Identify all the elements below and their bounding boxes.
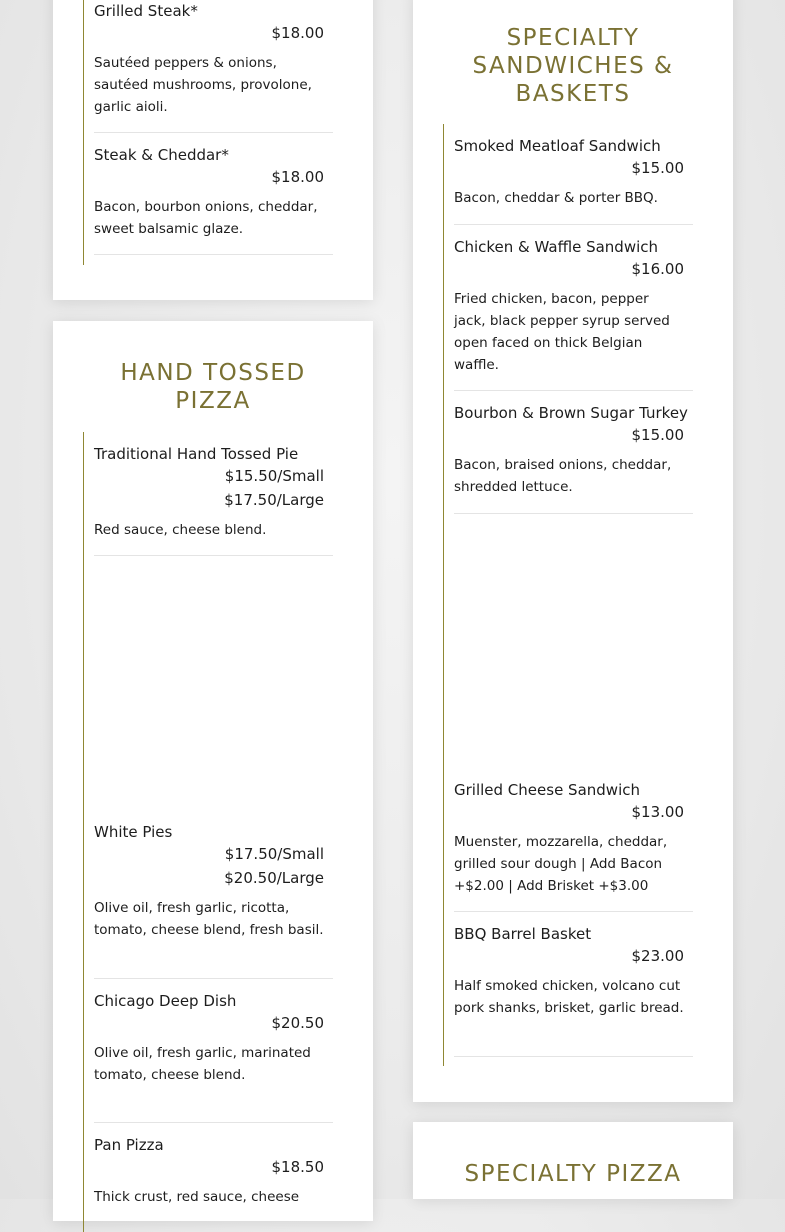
menu-item xyxy=(454,238,694,378)
section-title xyxy=(413,24,733,108)
item-price: $18.00 xyxy=(271,24,324,42)
menu-item xyxy=(94,2,334,122)
section-title-line: SANDWICHES & xyxy=(472,53,674,79)
item-name: Chicago Deep Dish xyxy=(94,992,237,1010)
item-description: Olive oil, fresh garlic, marinated tomato, cheese blend. xyxy=(94,1045,311,1083)
item-description: Sautéed peppers & onions, sautéed mushrooms, provolone, garlic aioli. xyxy=(94,55,312,115)
menu-item xyxy=(454,404,694,504)
hand-tossed-pizza-card xyxy=(53,321,373,1221)
accent-rule xyxy=(443,124,444,1066)
section-title-line: BASKETS xyxy=(515,81,631,107)
item-divider xyxy=(94,254,333,255)
item-price: $16.00 xyxy=(631,260,684,278)
item-description: Bacon, braised onions, cheddar, shredded lettuce. xyxy=(454,457,672,495)
item-name: Chicken & Waffle Sandwich xyxy=(454,238,659,256)
section-title-line: SPECIALTY xyxy=(506,25,640,51)
menu-item xyxy=(94,146,334,246)
menu-item xyxy=(454,781,694,901)
item-price-small: $15.50/Small xyxy=(224,467,324,485)
item-divider xyxy=(94,978,333,979)
item-description: Red sauce, cheese blend. xyxy=(94,522,267,538)
item-divider xyxy=(94,555,333,556)
item-description: Fried chicken, bacon, pepper jack, black pepper syrup served open faced on thick Belgian waffle. xyxy=(454,291,670,373)
menu-item xyxy=(454,925,694,1045)
section-title: SPECIALTY PIZZA xyxy=(464,1161,682,1187)
menu-item xyxy=(454,137,694,217)
section-title xyxy=(53,359,373,415)
item-name: Smoked Meatloaf Sandwich xyxy=(454,137,661,155)
specialty-sandwiches-card xyxy=(413,0,733,1102)
item-price: $18.00 xyxy=(271,168,324,186)
item-price: $23.00 xyxy=(631,947,684,965)
item-divider xyxy=(454,224,693,225)
section-title-line: HAND TOSSED xyxy=(120,360,306,386)
item-price: $20.50 xyxy=(271,1014,324,1032)
item-divider xyxy=(454,513,693,514)
item-price: $15.00 xyxy=(631,426,684,444)
item-name: Grilled Steak* xyxy=(94,2,198,20)
accent-rule xyxy=(83,0,84,265)
item-price: $15.00 xyxy=(631,159,684,177)
specialty-pizza-card xyxy=(413,1122,733,1199)
item-name: Traditional Hand Tossed Pie xyxy=(94,445,299,463)
item-price-small: $17.50/Small xyxy=(224,845,324,863)
item-name: BBQ Barrel Basket xyxy=(454,925,592,943)
item-price: $18.50 xyxy=(271,1158,324,1176)
item-name: Grilled Cheese Sandwich xyxy=(454,781,640,799)
item-divider xyxy=(94,132,333,133)
item-description: Bacon, bourbon onions, cheddar, sweet balsamic glaze. xyxy=(94,199,318,237)
item-name: Bourbon & Brown Sugar Turkey xyxy=(454,404,688,422)
item-name: White Pies xyxy=(94,823,173,841)
item-price: $13.00 xyxy=(631,803,684,821)
item-description: Bacon, cheddar & porter BBQ. xyxy=(454,190,658,206)
item-description: Thick crust, red sauce, cheese xyxy=(94,1189,300,1205)
item-description: Half smoked chicken, volcano cut pork shanks, brisket, garlic bread. xyxy=(454,978,684,1016)
item-divider xyxy=(454,1056,693,1057)
item-divider xyxy=(454,911,693,912)
item-description: Muenster, mozzarella, cheddar, grilled sour dough | Add Bacon +$2.00 | Add Brisket +$3.00 xyxy=(454,834,668,894)
item-divider xyxy=(454,390,693,391)
item-name: Steak & Cheddar* xyxy=(94,146,229,164)
item-price-large: $17.50/Large xyxy=(224,491,324,509)
section-title-line: PIZZA xyxy=(175,388,251,414)
steak-sandwiches-card xyxy=(53,0,373,300)
menu-item xyxy=(94,992,334,1112)
menu-item xyxy=(94,445,334,545)
item-name: Pan Pizza xyxy=(94,1136,164,1154)
accent-rule xyxy=(83,432,84,1232)
menu-item xyxy=(94,823,334,963)
item-divider xyxy=(94,1122,333,1123)
item-description: Olive oil, fresh garlic, ricotta, tomato, cheese blend, fresh basil. xyxy=(94,900,324,938)
item-price-large: $20.50/Large xyxy=(224,869,324,887)
menu-item xyxy=(94,1136,334,1216)
